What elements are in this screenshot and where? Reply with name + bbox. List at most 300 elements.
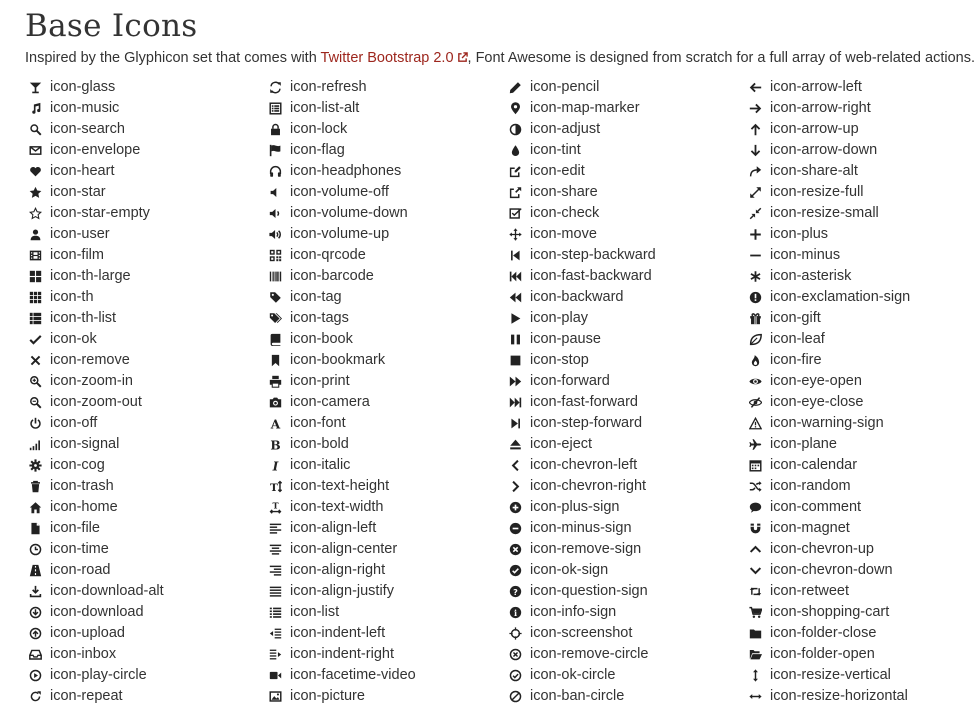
icon-class-name: icon-music [50,100,120,116]
icon-list-item [268,245,508,266]
icon-list-item [28,476,268,497]
lock-icon [268,123,282,137]
icon-list-item [28,203,268,224]
flag-icon [268,144,282,158]
trash-icon [28,480,42,494]
icon-class-name: icon-bold [290,436,349,452]
icon-class-name: icon-plus-sign [530,499,620,515]
icon-class-name: icon-download-alt [50,583,164,599]
bootstrap-link-text: Twitter Bootstrap 2.0 [320,50,454,66]
icon-class-name: icon-gift [770,310,821,326]
icon-class-name: icon-time [50,541,109,557]
icon-class-name: icon-folder-open [770,646,875,662]
icon-list-item [28,371,268,392]
icon-class-name: icon-cog [50,457,105,473]
move-icon [508,228,522,242]
icon-list-item [508,455,748,476]
download-icon [28,606,42,620]
icon-list-item [748,434,979,455]
icon-list-item [748,182,979,203]
icon-class-name: icon-chevron-right [530,478,647,494]
exclamation-sign-icon [748,291,762,305]
chevron-right-icon [508,480,522,494]
icon-class-name: icon-exclamation-sign [770,289,911,305]
icon-class-name: icon-eye-close [770,394,864,410]
ok-sign-icon [508,564,522,578]
headphones-icon [268,165,282,179]
icon-list-item [28,98,268,119]
icon-class-name: icon-tag [290,289,342,305]
icon-list-item [28,665,268,686]
map-marker-icon [508,102,522,116]
icon-list-item [748,350,979,371]
picture-icon [268,690,282,704]
icon-class-name: icon-warning-sign [770,415,884,431]
icon-list-item [268,140,508,161]
icon-list-item [748,560,979,581]
icon-list-item [268,686,508,707]
icon-list-item [748,665,979,686]
icon-list-item [28,350,268,371]
zoom-in-icon [28,375,42,389]
list-icon [268,606,282,620]
icon-class-name: icon-fast-backward [530,268,652,284]
signal-icon [28,438,42,452]
folder-close-icon [748,627,762,641]
icon-list-item [28,287,268,308]
icon-class-name: icon-step-forward [530,415,643,431]
icon-list-item [268,434,508,455]
icon-list-item [748,308,979,329]
icon-class-name: icon-star [50,184,106,200]
icon-list-item [508,560,748,581]
icon-class-name: icon-retweet [770,583,849,599]
icon-class-name: icon-book [290,331,353,347]
icon-list-item [268,560,508,581]
icon-class-name: icon-tint [530,142,581,158]
icon-list-item [28,329,268,350]
arrow-right-icon [748,102,762,116]
icon-class-name: icon-ok [50,331,97,347]
inbox-icon [28,648,42,662]
eject-icon [508,438,522,452]
icon-class-name: icon-text-width [290,499,384,515]
icon-class-name: icon-align-center [290,541,398,557]
icon-column [508,77,748,707]
tag-icon [268,291,282,305]
svg-text:B: B [269,438,281,451]
list-alt-icon [268,102,282,116]
icon-list-item [508,665,748,686]
question-sign-icon [508,585,522,599]
print-icon [268,375,282,389]
icon-class-name: icon-random [770,478,851,494]
tags-icon [268,312,282,326]
icon-class-name: icon-th-list [50,310,117,326]
icon-list-item [508,581,748,602]
icon-list-item [28,623,268,644]
icon-class-name: icon-text-height [290,478,390,494]
icon-list-item [508,497,748,518]
icon-list-item [28,518,268,539]
icon-list-item [28,413,268,434]
icon-class-name: icon-upload [50,625,125,641]
icon-list-item [748,539,979,560]
icon-class-name: icon-minus-sign [530,520,632,536]
icon-list-item [748,329,979,350]
indent-right-icon [268,648,282,662]
icon-class-name: icon-repeat [50,688,123,704]
icon-class-name: icon-question-sign [530,583,648,599]
warning-sign-icon [748,417,762,431]
font-icon [268,417,282,431]
fire-icon [748,354,762,368]
minus-icon [748,249,762,263]
icon-list-item [748,266,979,287]
icon-class-name: icon-step-backward [530,247,656,263]
resize-vertical-icon [748,669,762,683]
icon-class-name: icon-resize-horizontal [770,688,908,704]
th-icon [28,291,42,305]
align-center-icon [268,543,282,557]
refresh-icon [268,81,282,95]
icon-list-item [508,140,748,161]
icon-class-name: icon-map-marker [530,100,640,116]
icon-class-name: icon-fast-forward [530,394,638,410]
align-right-icon [268,564,282,578]
user-icon [28,228,42,242]
icon-class-name: icon-home [50,499,118,515]
chevron-up-icon [748,543,762,557]
icon-list-item [748,245,979,266]
icon-list-item [28,266,268,287]
glass-icon [28,81,42,95]
arrow-down-icon [748,144,762,158]
icon-list-item [28,602,268,623]
bold-icon [268,438,282,452]
icon-list-item [748,140,979,161]
icon-class-name: icon-resize-full [770,184,864,200]
time-icon [28,543,42,557]
retweet-icon [748,585,762,599]
icon-list-item [268,581,508,602]
star-empty-icon [28,207,42,221]
remove-sign-icon [508,543,522,557]
icon-list-item [508,266,748,287]
icon-class-name: icon-list [290,604,340,620]
asterisk-icon [748,270,762,284]
icon-list-item [28,686,268,707]
icon-list-item [748,161,979,182]
icon-list-item [268,497,508,518]
backward-icon [508,291,522,305]
heart-icon [28,165,42,179]
icon-list-item [508,392,748,413]
icon-list-item [508,182,748,203]
icon-list-item [268,329,508,350]
tint-icon [508,144,522,158]
icon-list-item [268,392,508,413]
icon-list-item [748,203,979,224]
icon-class-name: icon-plane [770,436,837,452]
icon-list-item [508,434,748,455]
upload-icon [28,627,42,641]
lead-paragraph [25,50,975,66]
icon-list-item [508,329,748,350]
cog-icon [28,459,42,473]
icon-list-item [268,518,508,539]
ban-circle-icon [508,690,522,704]
icon-list-item [28,182,268,203]
icon-class-name: icon-trash [50,478,114,494]
indent-left-icon [268,627,282,641]
book-icon [268,333,282,347]
icon-class-name: icon-play [530,310,589,326]
icon-class-name: icon-picture [290,688,365,704]
icon-list-item [28,140,268,161]
icon-class-name: icon-th [50,289,94,305]
icon-class-name: icon-film [50,247,104,263]
chevron-left-icon [508,459,522,473]
icon-grid [28,77,979,707]
icon-class-name: icon-pencil [530,79,600,95]
icon-class-name: icon-search [50,121,125,137]
text-height-icon [268,480,282,494]
icon-class-name: icon-indent-right [290,646,394,662]
icon-class-name: icon-volume-down [290,205,408,221]
svg-text:T: T [271,501,279,511]
icon-class-name: icon-arrow-right [770,100,871,116]
icon-class-name: icon-th-large [50,268,131,284]
icon-list-item [28,455,268,476]
icon-class-name: icon-minus [770,247,841,263]
icon-list-item [748,644,979,665]
icon-class-name: icon-chevron-down [770,562,893,578]
icon-list-item [28,644,268,665]
check-icon [508,207,522,221]
road-icon [28,564,42,578]
icon-list-item [748,287,979,308]
icon-class-name: icon-signal [50,436,120,452]
align-left-icon [268,522,282,536]
icon-list-item [748,581,979,602]
arrow-left-icon [748,81,762,95]
icon-list-item [508,308,748,329]
icon-list-item [508,686,748,707]
icon-list-item [508,119,748,140]
chevron-down-icon [748,564,762,578]
icon-list-item [748,98,979,119]
icon-list-item [268,287,508,308]
icon-list-item [748,476,979,497]
icon-class-name: icon-zoom-out [50,394,142,410]
icon-class-name: icon-print [290,373,350,389]
icon-class-name: icon-barcode [290,268,374,284]
eye-close-icon [748,396,762,410]
icon-class-name: icon-share-alt [770,163,858,179]
icon-class-name: icon-remove-sign [530,541,642,557]
icon-class-name: icon-road [50,562,111,578]
icon-class-name: icon-info-sign [530,604,617,620]
icon-list-item [508,476,748,497]
facetime-video-icon [268,669,282,683]
icon-list-item [268,98,508,119]
lead-prefix: Inspired by the Glyphicon set that comes with [25,50,321,66]
icon-class-name: icon-play-circle [50,667,147,683]
barcode-icon [268,270,282,284]
icon-list-item [508,203,748,224]
icon-column [748,77,979,707]
fast-forward-icon [508,396,522,410]
volume-up-icon [268,228,282,242]
ok-circle-icon [508,669,522,683]
icon-class-name: icon-ban-circle [530,688,625,704]
align-justify-icon [268,585,282,599]
gift-icon [748,312,762,326]
icon-list-item [508,245,748,266]
icon-list-item [268,371,508,392]
icon-list-item [508,623,748,644]
minus-sign-icon [508,522,522,536]
film-icon [28,249,42,263]
comment-icon [748,501,762,515]
icon-class-name: icon-leaf [770,331,825,347]
svg-text:A: A [270,417,280,430]
icon-list-item [268,455,508,476]
icon-class-name: icon-arrow-down [770,142,878,158]
envelope-icon [28,144,42,158]
icon-list-item [748,602,979,623]
icon-list-item [268,644,508,665]
volume-off-icon [268,186,282,200]
icon-class-name: icon-stop [530,352,589,368]
icon-list-item [508,602,748,623]
icon-class-name: icon-asterisk [770,268,852,284]
search-icon [28,123,42,137]
magnet-icon [748,522,762,536]
icon-list-item [268,266,508,287]
icon-class-name: icon-resize-vertical [770,667,891,683]
download-alt-icon [28,585,42,599]
icon-class-name: icon-off [50,415,98,431]
bootstrap-link[interactable] [321,50,468,66]
icon-class-name: icon-chevron-left [530,457,638,473]
icon-column [268,77,508,707]
remove-circle-icon [508,648,522,662]
icon-class-name: icon-chevron-up [770,541,874,557]
icon-list-item [28,119,268,140]
home-icon [28,501,42,515]
pencil-icon [508,81,522,95]
adjust-icon [508,123,522,137]
icon-class-name: icon-resize-small [770,205,879,221]
icon-class-name: icon-user [50,226,110,242]
icon-list-item [748,518,979,539]
icon-list-item [268,119,508,140]
share-icon [508,186,522,200]
resize-horizontal-icon [748,690,762,704]
plus-sign-icon [508,501,522,515]
icon-list-item [748,623,979,644]
calendar-icon [748,459,762,473]
icon-list-item [268,350,508,371]
text-width-icon [268,501,282,515]
icon-class-name: icon-ok-circle [530,667,616,683]
icon-list-item [748,686,979,707]
icon-class-name: icon-bookmark [290,352,386,368]
svg-text:T: T [269,481,278,493]
file-icon [28,522,42,536]
icon-list-item [748,224,979,245]
icon-class-name: icon-calendar [770,457,858,473]
lead-suffix: , Font Awesome is designed from scratch for a full array of web-related actions. [467,50,975,66]
random-icon [748,480,762,494]
icon-list-item [28,581,268,602]
fast-backward-icon [508,270,522,284]
repeat-icon [28,690,42,704]
icon-list-item [508,350,748,371]
folder-open-icon [748,648,762,662]
icon-list-item [748,455,979,476]
icon-list-item [28,77,268,98]
leaf-icon [748,333,762,347]
italic-icon [268,459,282,473]
icon-class-name: icon-comment [770,499,862,515]
icon-class-name: icon-align-right [290,562,386,578]
icon-class-name: icon-magnet [770,520,850,536]
icon-class-name: icon-backward [530,289,624,305]
off-icon [28,417,42,431]
icon-class-name: icon-file [50,520,100,536]
icon-list-item [508,644,748,665]
icon-class-name: icon-forward [530,373,610,389]
pause-icon [508,333,522,347]
step-backward-icon [508,249,522,263]
icon-class-name: icon-lock [290,121,348,137]
icon-list-item [748,77,979,98]
eye-open-icon [748,375,762,389]
icon-class-name: icon-screenshot [530,625,633,641]
icon-class-name: icon-zoom-in [50,373,133,389]
icon-list-item [268,224,508,245]
icon-class-name: icon-arrow-up [770,121,859,137]
icon-list-item [508,77,748,98]
icon-class-name: icon-pause [530,331,601,347]
icon-class-name: icon-eject [530,436,593,452]
icon-class-name: icon-shopping-cart [770,604,890,620]
svg-text:I: I [272,459,278,472]
icon-class-name: icon-remove-circle [530,646,649,662]
icon-list-item [748,497,979,518]
icon-column [28,77,268,707]
icon-list-item [268,182,508,203]
plane-icon [748,438,762,452]
icon-class-name: icon-volume-up [290,226,390,242]
star-icon [28,186,42,200]
zoom-out-icon [28,396,42,410]
icon-class-name: icon-share [530,184,598,200]
icon-list-item [28,392,268,413]
icon-class-name: icon-camera [290,394,370,410]
icon-class-name: icon-star-empty [50,205,150,221]
icon-class-name: icon-align-left [290,520,377,536]
icon-class-name: icon-ok-sign [530,562,609,578]
icon-list-item [28,539,268,560]
icon-class-name: icon-folder-close [770,625,877,641]
icon-list-item [268,308,508,329]
icon-list-item [28,308,268,329]
music-icon [28,102,42,116]
